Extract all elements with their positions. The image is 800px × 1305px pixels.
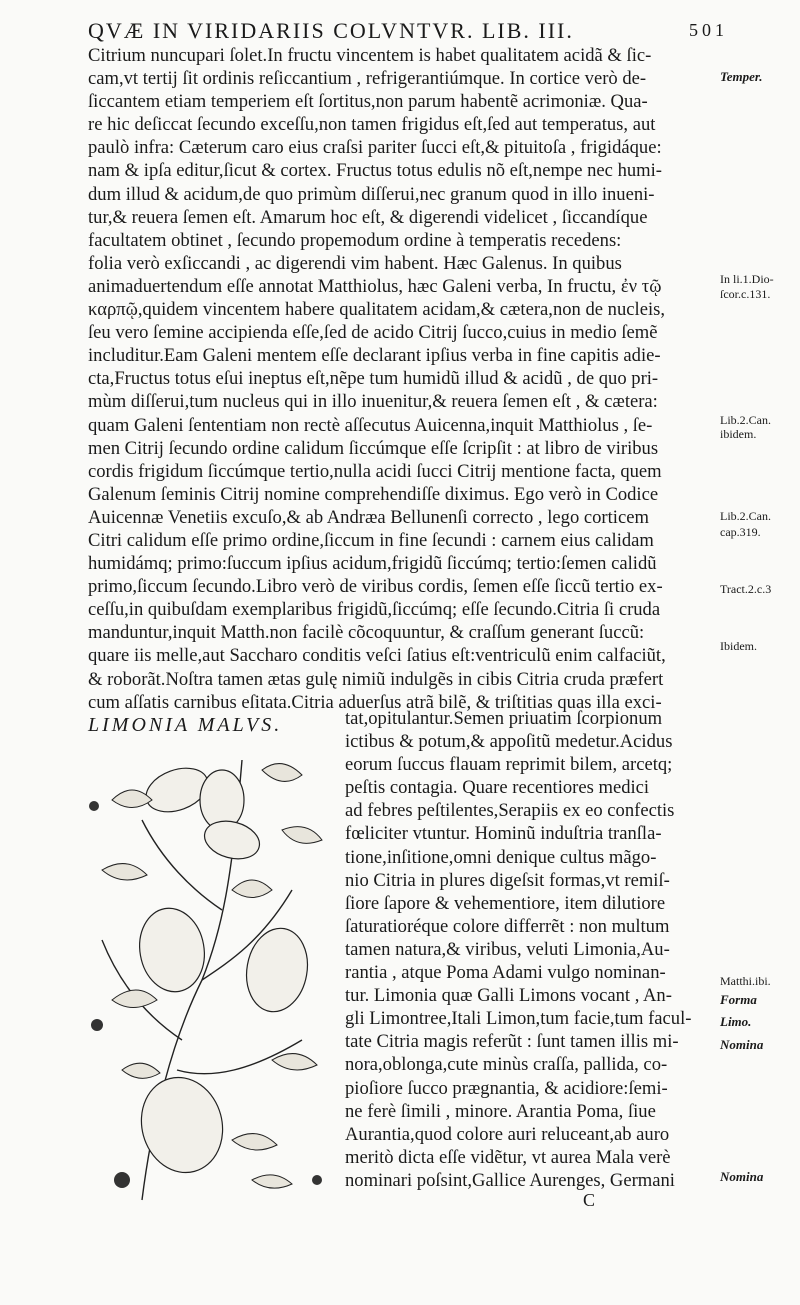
text-line: peſtis contagia. Quare recentiores medici [345, 777, 650, 799]
text-line: cta,Fructus totus eſui ineptus eſt,nẽpe tum humidũ illud & acidũ , de quo pri- [88, 368, 659, 390]
margin-note: Nomina [720, 1037, 764, 1052]
margin-note: Tract.2.c.3 [720, 582, 772, 596]
text-line: nominari poſsint,Gallice Aurenges, Germani [345, 1169, 675, 1191]
text-line: folia verò exſiccandi , ac digerendi vim habent. Hæc Galenus. In quibus [88, 252, 622, 274]
text-line: cordis frigidum ſiccúmque tertio,nulla acidi ſucci Citrij mentione facta, quem [88, 460, 662, 482]
text-line: facultatem obtinet , ſecundo propemodum ordine à temperatis recedens: [88, 229, 622, 251]
text-line: nora,oblonga,cute minùs craſſa, pallida, co- [345, 1054, 668, 1076]
margin-note: ibidem. [720, 427, 757, 441]
text-line: mùm diſſerui,tum nucleus qui in illo inuenitur,& reuera ſemen eſt , & cætera: [88, 391, 658, 413]
margin-note: Forma [720, 992, 757, 1007]
text-line: rantia , atque Poma Adami vulgo nominan- [345, 962, 666, 984]
text-line: cam,vt tertij ſit ordinis reſiccantium , refrigerantiúmque. In cortice verò de- [88, 68, 647, 90]
text-line: ictibus & potum,& appoſitũ medetur.Acidus [345, 731, 673, 753]
text-line: ſiore ſapore & vehementiore, item dilutiore [345, 892, 666, 914]
margin-note: Nomina [720, 1169, 764, 1184]
text-line: primo,ſiccum ſecundo.Libro verò de viribus cordis, ſemen eſſe ſiccũ tertio ex- [88, 576, 663, 598]
text-line: Citrium nuncupari ſolet.In fructu vincentem is habet qualitatem acidã & ſic- [88, 45, 652, 66]
page-number: 501 [689, 20, 728, 40]
text-line: men Citrij ſecundo ordine calidum ſiccúmque eſſe ſcripſit : at libro de viribus [88, 437, 659, 459]
text-line: dum illud & acidum,de quo primùm diſſerui,nec granum quod in illo inueni- [88, 183, 655, 205]
text-line: includitur.Eam Galeni mentem eſſe declarant ipſius verba in fine capitis adie- [88, 345, 661, 367]
text-line: paulò infra: Cæterum caro eius craſsi pariter ſucci eſt,& pituitoſa , frigidáque: [88, 137, 662, 159]
text-line: tione,inſitione,omni denique cultus mãgo- [345, 846, 657, 868]
text-line: Aurantia,quod colore auri reluceant,ab auro [345, 1123, 670, 1145]
text-line: tamen natura,& viribus, veluti Limonia,Au- [345, 938, 670, 960]
margin-note: Ibidem. [720, 639, 757, 653]
margin-note: Lib.2.Can. [720, 413, 771, 427]
text-line: tur. Limonia quæ Galli Limons vocant , An- [345, 985, 672, 1007]
text-line: pioſiore ſucco prægnantia, & acidiore:ſemi- [345, 1077, 668, 1099]
text-line: eorum ſuccus flauam reprimit bilem, arcetq; [345, 754, 673, 776]
text-line: ne ferè ſimili , minore. Arantia Poma, ſiue [345, 1100, 656, 1122]
text-line: fœliciter vtuntur. Hominũ induſtria tranſla- [345, 823, 662, 845]
text-line: καρπῷ,quidem vincentem habere qualitatem acidam,& cætera,non de nucleis, [88, 299, 665, 321]
text-line: Citri calidum eſſe primo ordine,ſiccum in fine ſecundi : carnem eius calidam [88, 529, 654, 551]
text-line: Galenum ſeminis Citrij nomine comprehendiſſe diximus. Ego verò in Codice [88, 483, 659, 505]
text-line: nam & ipſa editur,ſicut & cortex. Fructus totus edulis nõ eſt,nempe nec humi- [88, 160, 662, 182]
text-line: tur,& reuera ſemen eſt. Amarum hoc eſt, & digerendi videlicet , ſiccandíque [88, 206, 648, 228]
text-line: humidámq; primo:ſuccum ipſius acidum,frigidũ ſiccúmq; tertio:ſemen calidũ [88, 553, 657, 575]
text-line: ad febres peſtilentes,Serapiis ex eo confectis [345, 800, 675, 822]
text-line: tat,opitulantur.Semen priuatim ſcorpionum [345, 708, 663, 729]
margin-note: In li.1.Dio- [720, 272, 774, 286]
text-line: manduntur,inquit Matth.non facilè cõcoquuntur, & craſſum generant ſuccũ: [88, 622, 645, 644]
margin-note: Limo. [720, 1014, 752, 1029]
text-line: ceſſu,in quibuſdam exemplaribus frigidũ,ſiccúmq; eſſe ſecundo.Citria ſi cruda [88, 599, 661, 621]
text-line: ſaturatioréque colore differrẽt : non multum [345, 915, 670, 937]
running-header [88, 18, 728, 44]
margin-note: Matthi.ibi. [720, 974, 771, 988]
text-line: & roborãt.Noſtra tamen ætas gulę nimiũ indulgẽs in cibis Citria cruda præfert [88, 668, 664, 690]
margin-note: Lib.2.Can. [720, 509, 771, 523]
header-title: QVÆ IN VIRIDARIIS COLVNTVR. LIB. III. [88, 18, 574, 43]
text-line: animaduertendum eſſe annotat Matthiolus, hæc Galeni verba, In fructu, ἐν τῷ [88, 275, 662, 297]
text-line: quare iis melle,aut Saccharo conditis veſci ſatius eſt:ventriculũ enim calfaciũt, [88, 645, 666, 667]
figure-caption: LIMONIA MALVS. [88, 714, 283, 736]
text-line: ſiccantem etiam temperiem eſt ſortitus,non parum habentẽ acrimoniæ. Qua- [88, 91, 648, 113]
text-line: meritò dicta eſſe vidẽtur, vt aurea Mala verè [345, 1146, 671, 1168]
text-line: nio Citria in plures digeſsit formas,vt remiſ- [345, 869, 670, 891]
text-line: gli Limontree,Itali Limon,tum facie,tum facul- [345, 1008, 692, 1030]
text-line: quam Galeni ſententiam non rectè aſſecutus Auicenna,inquit Matthiolus , ſe- [88, 414, 653, 436]
text-line: cum aſſatis carnibus eſitata.Citria aduerſus atrã bilẽ, & triſtitias quas illa exci- [88, 691, 662, 713]
text-line: Auicennæ Venetiis excuſo,& ab Andræa Bellunenſi correcto , lego corticem [88, 506, 649, 528]
lemon-tree-woodcut [82, 740, 332, 1210]
margin-note: ſcor.c.131. [720, 287, 771, 301]
catchword: C [583, 1190, 596, 1210]
text-line: ſeu vero ſemine accipienda eſſe,ſed de acido Citrij ſucco,cuius in medio ſemẽ [88, 322, 658, 344]
margin-note: Temper. [720, 69, 763, 84]
text-block-top [88, 44, 713, 714]
text-block-bottom [345, 707, 715, 1192]
text-line: re hic deſiccat ſecundo exceſſu,non tamen frigidus eſt,ſed aut temperatus, aut [88, 114, 656, 136]
text-line: tate Citria magis referũt : ſunt tamen illis mi- [345, 1031, 679, 1053]
margin-note: cap.319. [720, 525, 761, 539]
